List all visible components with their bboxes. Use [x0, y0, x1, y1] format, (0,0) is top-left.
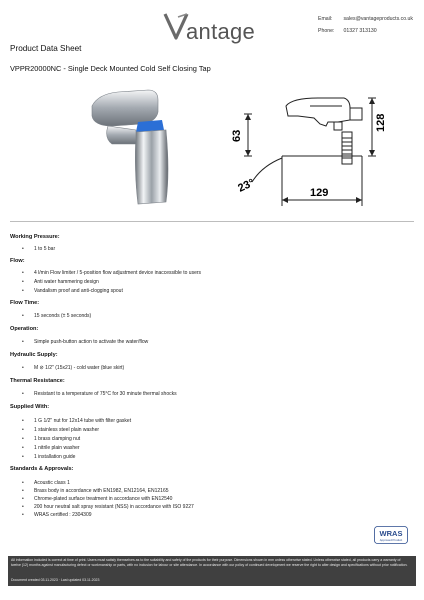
bullet: •: [22, 279, 24, 285]
wras-approved-badge: [374, 526, 408, 544]
bullet: •: [22, 391, 24, 397]
list-item: Resistant to a temperature of 75°C for 30 minute thermal shocks: [34, 391, 177, 397]
list-item: Simple push-button action to activate the water/flow: [34, 339, 149, 345]
list-item: Chrome-plated surface treatment in accordance with EN12540: [34, 496, 173, 502]
bullet: •: [22, 488, 24, 494]
bullet: •: [22, 436, 24, 442]
footer-disclaimer: All information included is correct at time of print. Users must satisfy themselves as to the suitability and safety of the products for their purpose. Dimensions shown in mm unless otherwise stated. Unless otherwise stated, all products carry a warranty of twelve (12) months against manufacturing defect or workmanship or parts, with no inclusion for labour or site attendance. In accordance with our policy of continued development we reserve the right to alter design and specifications without prior notification.: [11, 558, 408, 567]
bullet: •: [22, 454, 24, 460]
list-item: M ⊘ 1/2" (15x21) - cold water (blue skirt): [34, 365, 125, 371]
dim-spout-height-label: 63: [231, 129, 243, 142]
heading-working-pressure: Working Pressure:: [10, 234, 60, 240]
heading-hydraulic-supply: Hydraulic Supply:: [10, 352, 58, 358]
bullet: •: [22, 288, 24, 294]
tap-product-photo: [78, 82, 196, 208]
bullet: •: [22, 365, 24, 371]
email-link[interactable]: sales@vantageproducts.co.uk: [343, 16, 414, 22]
dim-height-label: 128: [375, 113, 387, 132]
wras-badge-name: WRAS: [379, 529, 403, 538]
list-item: Acoustic class 1: [34, 480, 70, 486]
bullet: •: [22, 270, 24, 276]
heading-flow-time: Flow Time:: [10, 300, 40, 306]
heading-supplied-with: Supplied With:: [10, 404, 50, 410]
bullet: •: [22, 246, 24, 252]
bullet: •: [22, 480, 24, 486]
contact-phone: [318, 28, 377, 34]
sheet-title: Product Data Sheet: [10, 44, 82, 53]
bullet: •: [22, 427, 24, 433]
list-item: Vandalism proof and anti-clogging spout: [34, 288, 123, 294]
dim-length-label: 129: [310, 187, 329, 199]
phone-number: 01327 313130: [343, 28, 377, 34]
list-item: 1 G 1/2" nut for 12x14 tube with filter gasket: [34, 418, 132, 424]
list-item: 15 seconds (± 5 seconds): [34, 313, 92, 319]
list-item: 1 stainless steel plain washer: [34, 427, 100, 433]
tap-dimension-drawing: [222, 86, 402, 212]
bullet: •: [22, 339, 24, 345]
list-item: 4 l/min Flow limiter / 5-position flow adjustment device inaccessible to users: [34, 270, 202, 276]
list-item: 1 installation guide: [34, 454, 76, 460]
dim-angle-label: 23°: [236, 176, 257, 195]
list-item: 1 nitrile plain washer: [34, 445, 80, 451]
contact-email: [318, 16, 413, 22]
email-label: Email:: [318, 16, 333, 22]
heading-operation: Operation:: [10, 326, 39, 332]
bullet: •: [22, 504, 24, 510]
bullet: •: [22, 313, 24, 319]
phone-label: Phone:: [318, 28, 335, 34]
bullet: •: [22, 512, 24, 518]
list-item: WRAS certified : 2304309: [34, 512, 92, 518]
heading-thermal-resistance: Thermal Resistance:: [10, 378, 65, 384]
footer-document-dates: Document created 03.11.2023 · Last updated 03.11.2023: [11, 578, 100, 582]
list-item: 200 hour neutral salt spray resistant (NSS) in accordance with ISO 9227: [34, 504, 194, 510]
heading-flow: Flow:: [10, 258, 25, 264]
bullet: •: [22, 445, 24, 451]
list-item: 1 brass clamping nut: [34, 436, 81, 442]
list-item: 1 to 5 bar: [34, 246, 56, 252]
list-item: Brass body in accordance with EN1982, EN12164, EN12165: [34, 488, 169, 494]
bullet: •: [22, 496, 24, 502]
vantage-logo: [162, 8, 282, 44]
heading-standards-approvals: Standards & Approvals:: [10, 466, 74, 472]
bullet: •: [22, 418, 24, 424]
list-item: Anti water hammering design: [34, 279, 99, 285]
product-title: VPPR20000NC - Single Deck Mounted Cold Self Closing Tap: [10, 64, 211, 73]
section-divider: [10, 221, 414, 222]
wras-badge-sub: Approved Product: [379, 538, 403, 542]
footer-disclaimer-bar: [8, 556, 416, 586]
logo-wordmark: antage: [186, 19, 256, 44]
